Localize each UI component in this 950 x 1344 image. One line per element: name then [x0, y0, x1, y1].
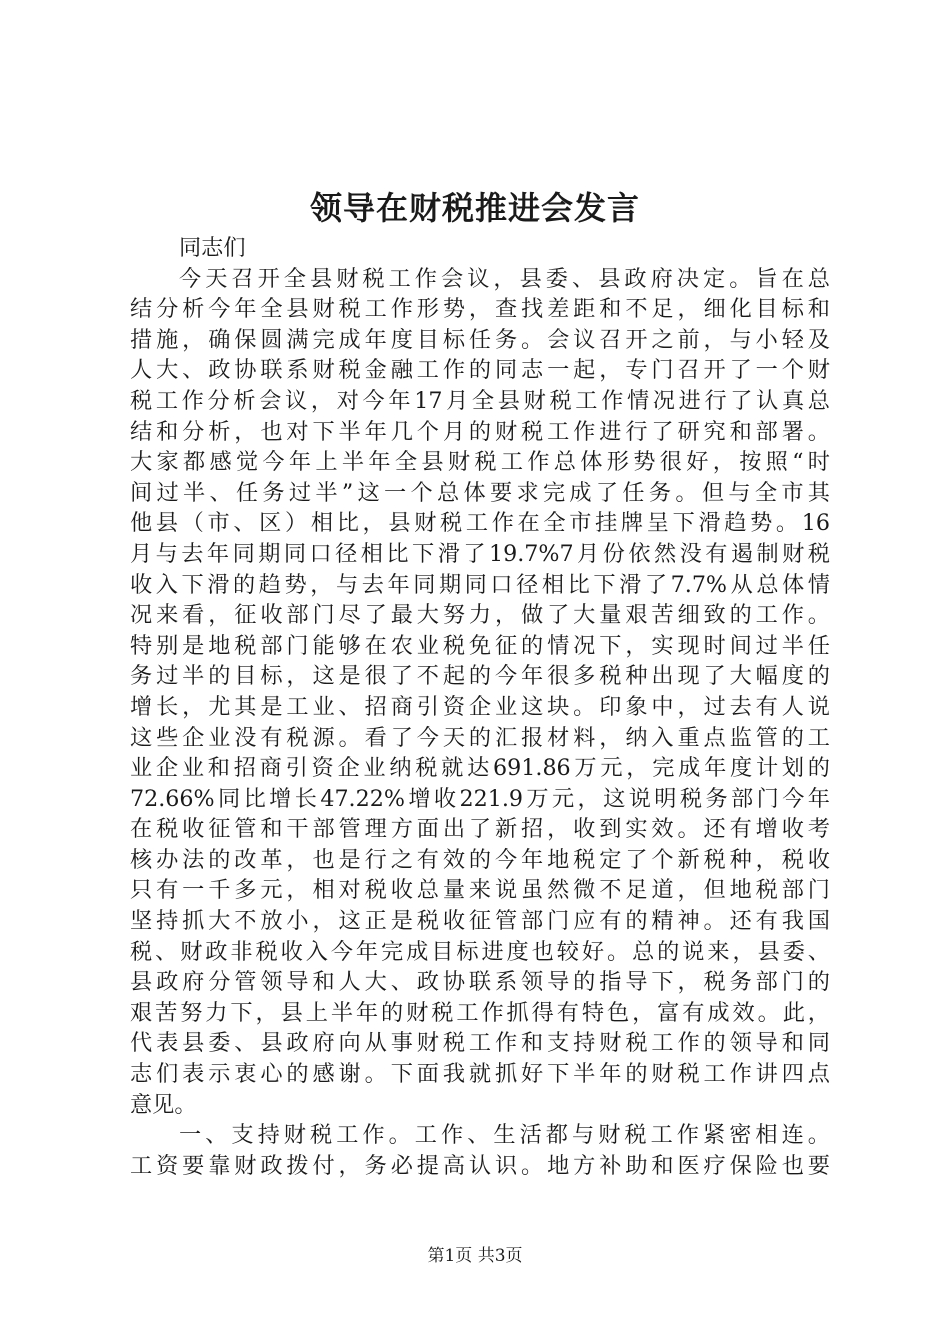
salutation: 同志们 [179, 235, 246, 261]
text-line: 这些企业没有税源。看了今天的汇报材料，纳入重点监管的工 [130, 724, 830, 751]
text-line: 志们表示衷心的感谢。下面我就抓好下半年的财税工作讲四点 [130, 1061, 830, 1088]
text-line: 结和分析，也对下半年几个月的财税工作进行了研究和部署。 [130, 418, 830, 445]
text-line: 代表县委、县政府向从事财税工作和支持财税工作的领导和同 [130, 1030, 830, 1057]
text-line: 意见。 [130, 1091, 197, 1118]
text-line: 结分析今年全县财税工作形势，查找差距和不足，细化目标和 [130, 296, 830, 323]
text-line: 坚持抓大不放小，这正是税收征管部门应有的精神。还有我国 [130, 908, 830, 935]
document-body [130, 233, 830, 1181]
text-line: 增长，尤其是工业、招商引资企业这块。印象中，过去有人说 [130, 693, 830, 720]
page-footer: 第1页 共3页 [427, 1246, 523, 1266]
text-line: 人大、政协联系财税金融工作的同志一起，专门召开了一个财 [130, 357, 830, 384]
text-line: 税、财政非税收入今年完成目标进度也较好。总的说来，县委、 [130, 938, 830, 965]
text-line: 今天召开全县财税工作会议，县委、县政府决定。旨在总 [179, 265, 830, 292]
text-line: 间过半、任务过半”这一个总体要求完成了任务。但与全市其 [130, 479, 830, 506]
document-title: 领导在财税推进会发言 [309, 189, 640, 227]
text-line: 特别是地税部门能够在农业税免征的情况下，实现时间过半任 [130, 632, 830, 659]
text-line: 在税收征管和干部管理方面出了新招，收到实效。还有增收考 [130, 816, 830, 843]
text-line: 工资要靠财政拨付，务必提高认识。地方补助和医疗保险也要 [130, 1152, 830, 1179]
text-line: 月与去年同期同口径相比下滑了19.7%7月份依然没有遏制财税 [130, 540, 830, 567]
paragraph-2 [130, 1120, 830, 1181]
text-line: 他县（市、区）相比，县财税工作在全市挂牌呈下滑趋势。16 [130, 510, 830, 537]
text-line: 艰苦努力下，县上半年的财税工作抓得有特色，富有成效。此， [130, 999, 830, 1026]
paragraph-1 [130, 264, 830, 1121]
text-line: 措施，确保圆满完成年度目标任务。会议召开之前，与小轻及 [130, 326, 830, 353]
text-line: 72.66%同比增长47.22%增收221.9万元，这说明税务部门今年 [130, 785, 830, 812]
text-line: 收入下滑的趋势，与去年同期同口径相比下滑了7.7%从总体情 [130, 571, 830, 598]
text-line: 一、支持财税工作。工作、生活都与财税工作紧密相连。 [179, 1122, 830, 1149]
text-line: 只有一千多元，相对税收总量来说虽然微不足道，但地税部门 [130, 877, 830, 904]
text-line: 务过半的目标，这是很了不起的今年很多税种出现了大幅度的 [130, 663, 830, 690]
text-line: 大家都感觉今年上半年全县财税工作总体形势很好，按照“时 [130, 449, 830, 476]
text-line: 况来看，征收部门尽了最大努力，做了大量艰苦细致的工作。 [130, 602, 830, 629]
text-line: 县政府分管领导和人大、政协联系领导的指导下，税务部门的 [130, 969, 830, 996]
text-line: 业企业和招商引资企业纳税就达691.86万元，完成年度计划的 [130, 755, 830, 782]
text-line: 税工作分析会议，对今年17月全县财税工作情况进行了认真总 [130, 387, 830, 414]
text-line: 核办法的改革，也是行之有效的今年地税定了个新税种，税收 [130, 846, 830, 873]
